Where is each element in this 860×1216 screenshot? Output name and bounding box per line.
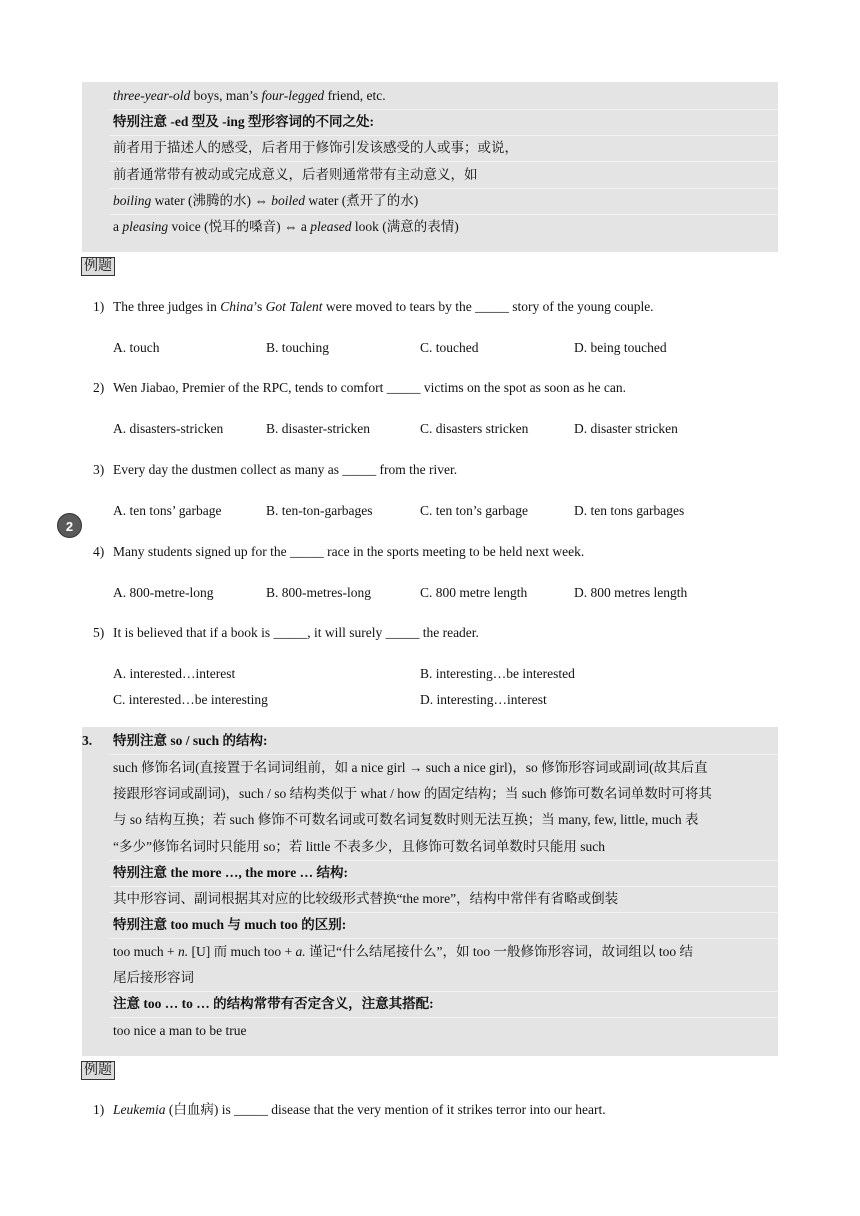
italic-term: Got Talent <box>265 299 323 314</box>
text: [U] 而 much too + <box>188 944 296 959</box>
option-b[interactable]: B. disaster-stricken <box>266 421 370 436</box>
italic-term: China <box>220 299 254 314</box>
divider <box>109 886 778 887</box>
option-a[interactable]: A. ten tons’ garbage <box>113 503 222 518</box>
question-text <box>113 298 654 316</box>
text: water (煮开了的水) <box>305 193 419 208</box>
note-line-pleasing <box>113 218 459 236</box>
option-b[interactable]: B. interesting…be interested <box>420 666 575 681</box>
text: a <box>113 219 123 234</box>
note-heading-so-such: 特别注意 so / such 的结构: <box>113 733 268 748</box>
option-a[interactable]: A. 800-metre-long <box>113 585 214 600</box>
option-d[interactable]: D. disaster stricken <box>574 421 678 436</box>
note-line: 接跟形容词或副词)，such / so 结构类似于 what / how 的固定结构；当 such 修饰可数名词单数时可将其 <box>113 786 712 801</box>
section-number: 3. <box>82 733 93 748</box>
note-line: such 修饰名词(直接置于名词词组前，如 a nice girl → such a nice girl)，so 修饰形容词或副词(故其后直 <box>113 760 708 775</box>
question-number: 1) <box>93 1102 105 1117</box>
question-text: Many students signed up for the _____ race in the sports meeting to be held next week. <box>113 544 585 559</box>
note-line: 与 so 结构互换；若 such 修饰不可数名词或可数名词复数时则无法互换；当 many, few, little, much 表 <box>113 812 699 827</box>
option-c[interactable]: C. 800 metre length <box>420 585 528 600</box>
question-number: 1) <box>93 299 105 314</box>
question-text: Every day the dustmen collect as many as _____ from the river. <box>113 462 458 477</box>
divider <box>109 214 778 215</box>
divider <box>109 1017 778 1018</box>
option-d[interactable]: D. being touched <box>574 340 667 355</box>
option-a[interactable]: A. disasters-stricken <box>113 421 224 436</box>
divider <box>109 161 778 162</box>
option-b[interactable]: B. 800-metres-long <box>266 585 371 600</box>
example-tag: 例题 <box>81 1061 115 1080</box>
text: voice (悦耳的嗓音) ⇔ a <box>168 219 311 234</box>
question-number: 2) <box>93 380 105 395</box>
text: were moved to tears by the _____ story of the young couple. <box>322 299 654 314</box>
note-line: 前者用于描述人的感受，后者用于修饰引发该感受的人或事；或说， <box>113 140 518 155</box>
option-d[interactable]: D. 800 metres length <box>574 585 688 600</box>
option-c[interactable]: C. ten ton’s garbage <box>420 503 528 518</box>
question-text: It is believed that if a book is _____, it will surely _____ the reader. <box>113 625 479 640</box>
text: boys, man’s <box>190 88 262 103</box>
text: The three judges in <box>113 299 221 314</box>
divider <box>109 938 778 939</box>
note-heading-too-to: 注意 too … to … 的结构常带有否定含义，注意其搭配: <box>113 996 434 1011</box>
note-heading-the-more: 特别注意 the more …, the more … 结构: <box>113 865 348 880</box>
divider <box>109 754 778 755</box>
question-text: Wen Jiabao, Premier of the RPC, tends to comfort _____ victims on the spot as soon as he can. <box>113 380 626 395</box>
divider <box>109 912 778 913</box>
italic-term: four-legged <box>261 88 325 103</box>
divider <box>109 991 778 992</box>
text: water (沸腾的水) ⇔ <box>151 193 272 208</box>
italic-term: pleasing <box>122 219 169 234</box>
divider <box>109 109 778 110</box>
text: too much + <box>113 944 178 959</box>
note-line-examples <box>113 87 386 105</box>
option-c[interactable]: C. interested…be interesting <box>113 692 268 707</box>
note-heading-too-much: 特别注意 too much 与 much too 的区别: <box>113 917 347 932</box>
option-b[interactable]: B. ten-ton-garbages <box>266 503 373 518</box>
italic-term: three-year-old <box>113 88 191 103</box>
note-heading-ed-ing: 特别注意 -ed 型及 -ing 型形容词的不同之处: <box>113 114 374 129</box>
option-d[interactable]: D. ten tons garbages <box>574 503 685 518</box>
question-number: 5) <box>93 625 105 640</box>
divider <box>109 860 778 861</box>
option-c[interactable]: C. touched <box>420 340 479 355</box>
text: 谨记“什么结尾接什么”，如 too 一般修饰形容词，故词组以 too 结 <box>305 944 693 959</box>
divider <box>109 135 778 136</box>
italic-term: a. <box>295 944 306 959</box>
note-line: 其中形容词、副词根据其对应的比较级形式替换“the more”，结构中常伴有省略或倒装 <box>113 891 619 906</box>
note-line: 前者通常带有被动或完成意义，后者则通常带有主动意义，如 <box>113 167 478 182</box>
option-c[interactable]: C. disasters stricken <box>420 421 529 436</box>
text: friend, etc. <box>324 88 386 103</box>
italic-term: n. <box>177 944 189 959</box>
italic-term: boiling <box>113 193 152 208</box>
note-line: 尾后接形容词 <box>113 970 194 985</box>
text: look (满意的表情) <box>351 219 459 234</box>
note-line-too-much <box>113 943 693 961</box>
example-tag: 例题 <box>81 257 115 276</box>
divider <box>109 188 778 189</box>
question-number: 4) <box>93 544 105 559</box>
question-number: 3) <box>93 462 105 477</box>
question-text <box>113 1101 606 1119</box>
option-a[interactable]: A. interested…interest <box>113 666 236 681</box>
italic-term: pleased <box>310 219 352 234</box>
italic-term: Leukemia <box>113 1102 166 1117</box>
note-line-boiling <box>113 192 418 210</box>
italic-term: boiled <box>271 193 305 208</box>
option-a[interactable]: A. touch <box>113 340 160 355</box>
option-d[interactable]: D. interesting…interest <box>420 692 547 707</box>
page-number-badge: 2 <box>57 513 82 538</box>
note-line: too nice a man to be true <box>113 1023 247 1038</box>
note-line: “多少”修饰名词时只能用 so；若 little 不表多少，且修饰可数名词单数时只能用 such <box>113 839 605 854</box>
text: ’s <box>253 299 266 314</box>
option-b[interactable]: B. touching <box>266 340 329 355</box>
text: (白血病) is _____ disease that the very mention of it strikes terror into our heart. <box>165 1102 606 1117</box>
